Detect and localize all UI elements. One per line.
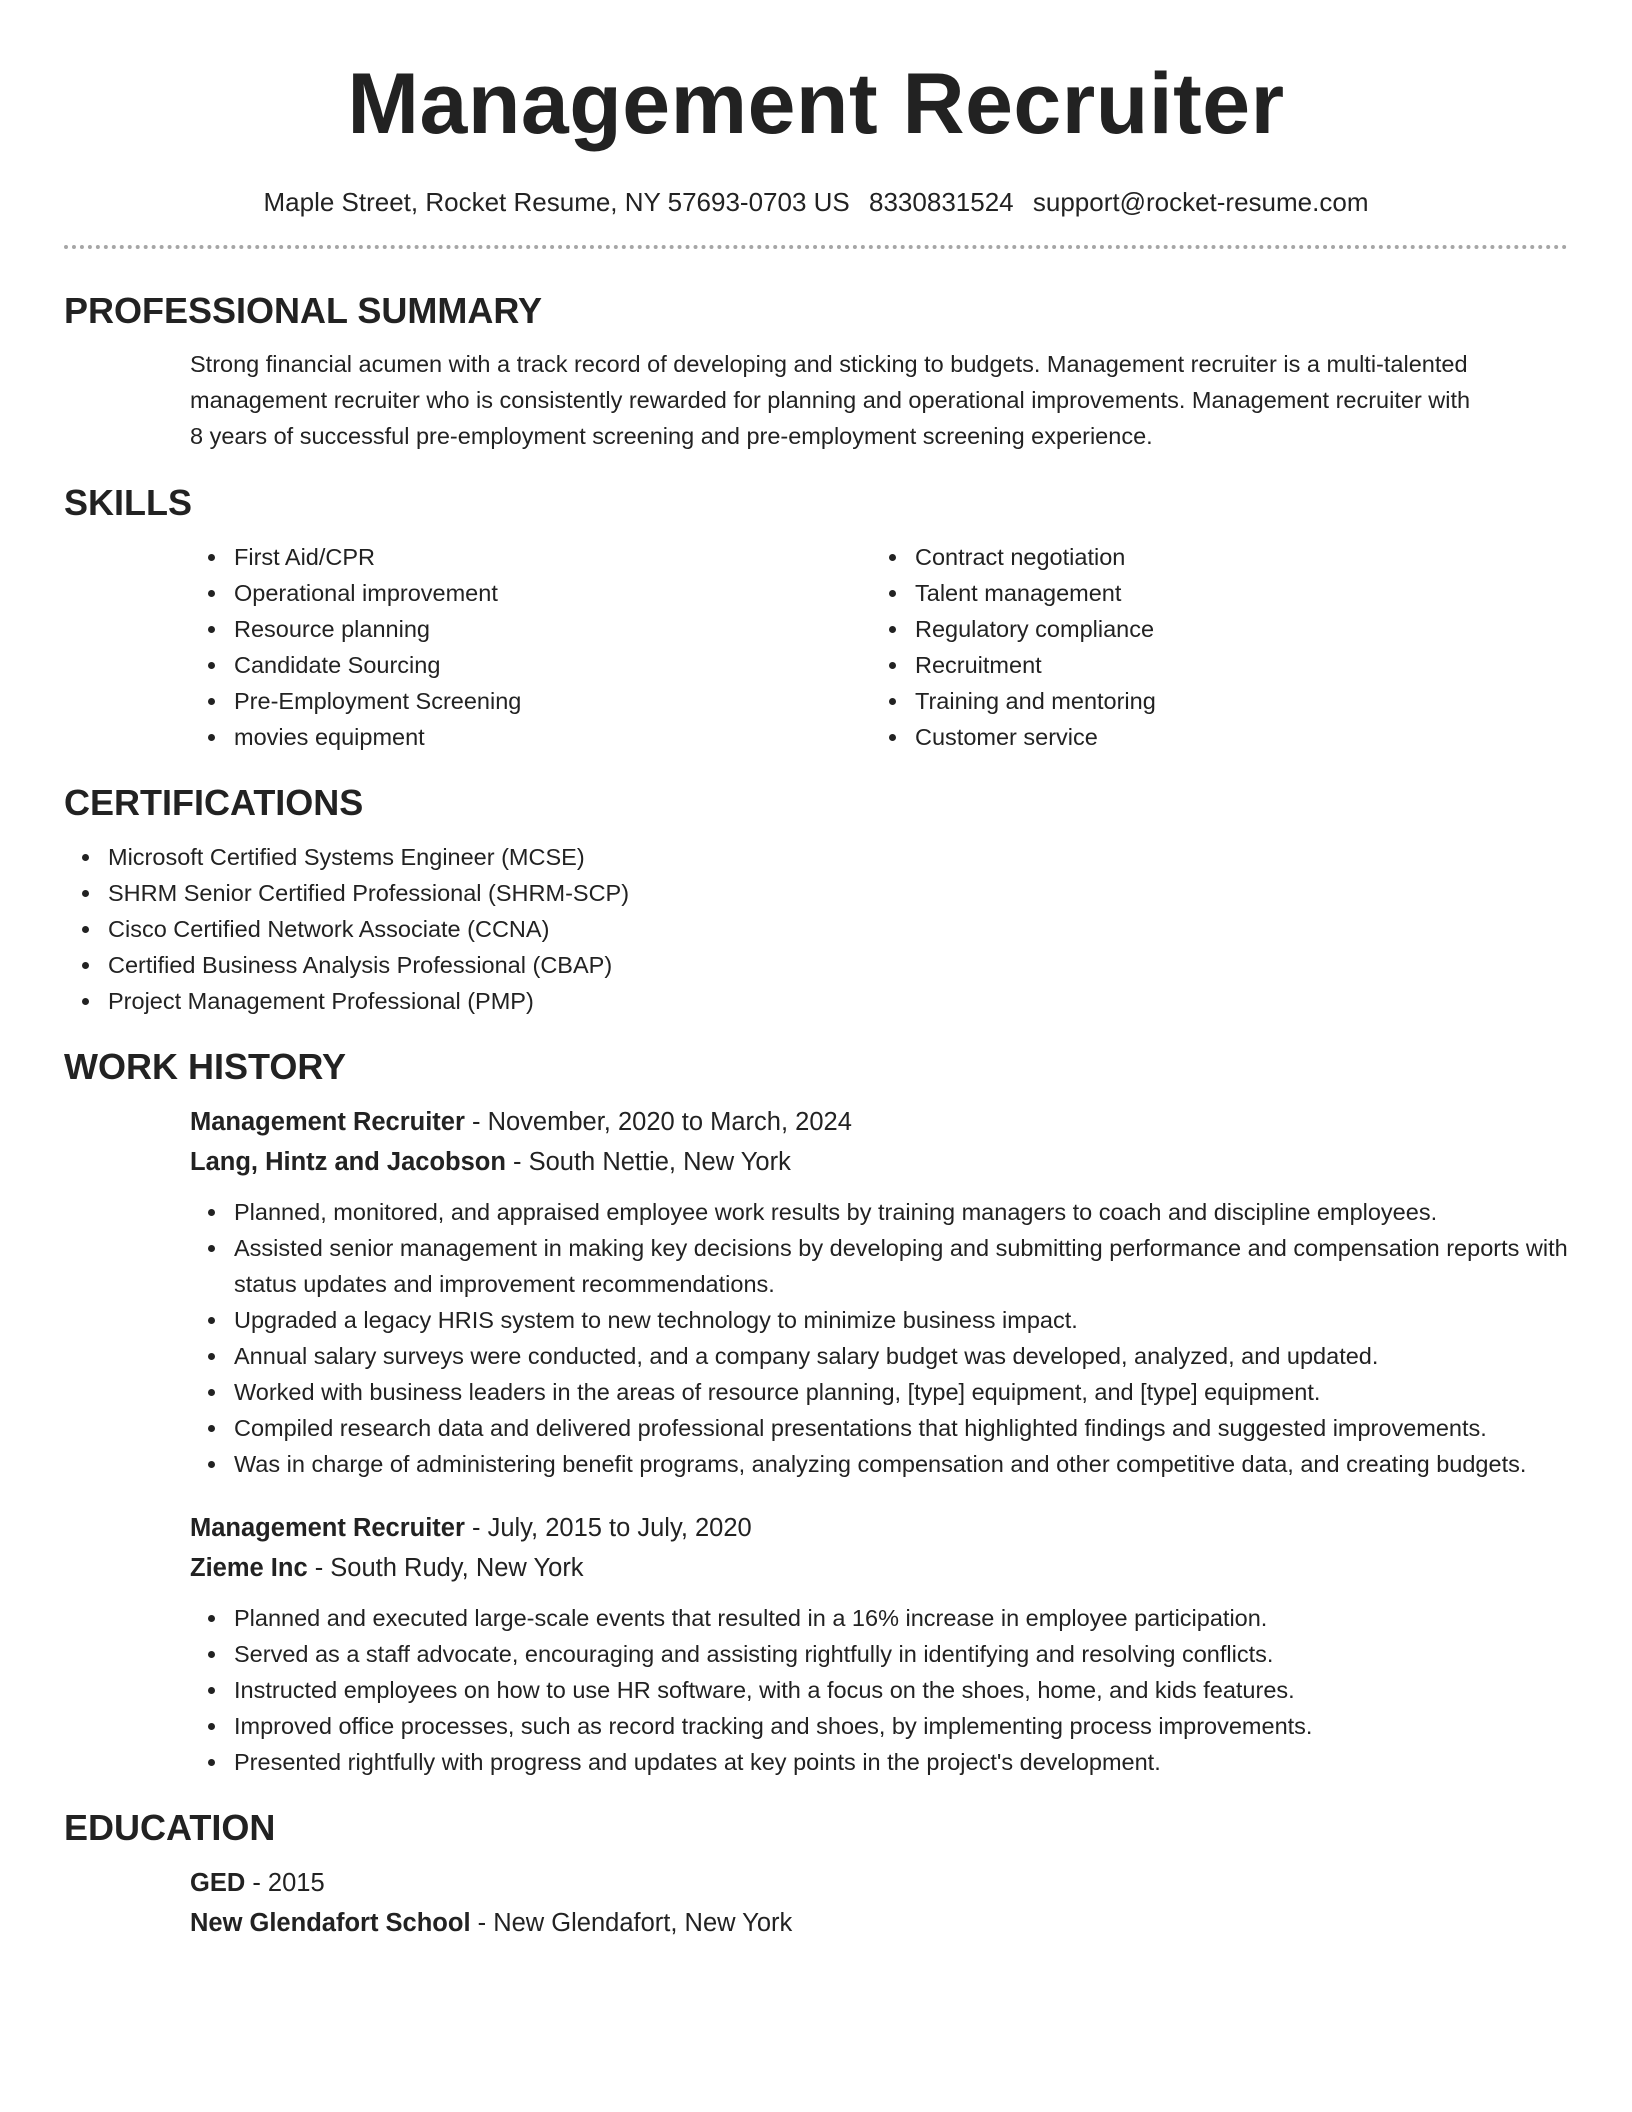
job-title-line	[190, 1102, 1568, 1142]
job-bullet: Served as a staff advocate, encouraging and assisting rightfully in identifying and resolving conflicts.	[190, 1636, 1568, 1672]
education-entry	[190, 1863, 1568, 1943]
education-location: - New Glendafort, New York	[470, 1909, 793, 1937]
skills-left-list	[190, 539, 871, 755]
skill-item: Training and mentoring	[871, 683, 1552, 719]
certification-item: Project Management Professional (PMP)	[64, 983, 1568, 1019]
job-bullets	[190, 1194, 1568, 1482]
skill-item: Pre-Employment Screening	[190, 683, 871, 719]
job-entry	[190, 1508, 1568, 1780]
job-bullets	[190, 1600, 1568, 1780]
certification-item: Microsoft Certified Systems Engineer (MCSE)	[64, 839, 1568, 875]
contact-address: Maple Street, Rocket Resume, NY 57693-0703 US	[263, 187, 850, 217]
skill-item: First Aid/CPR	[190, 539, 871, 575]
job-bullet: Annual salary surveys were conducted, and a company salary budget was developed, analyzed, and updated.	[190, 1338, 1568, 1374]
job-title-line	[190, 1508, 1568, 1548]
job-dates: - July, 2015 to July, 2020	[464, 1514, 752, 1542]
contact-email: support@rocket-resume.com	[1032, 187, 1369, 217]
education-degree-line	[190, 1863, 1568, 1903]
summary-line: management recruiter who is consistently rewarded for planning and operational improvements. Management recruiter with	[190, 387, 1471, 413]
skill-item: Resource planning	[190, 611, 871, 647]
skills-right-list	[871, 539, 1552, 755]
job-bullet: Planned and executed large-scale events that resulted in a 16% increase in employee participation.	[190, 1600, 1568, 1636]
education-school: New Glendafort School	[190, 1909, 471, 1937]
work-history-title: WORK HISTORY	[64, 1046, 347, 1087]
summary-text	[190, 346, 1568, 454]
certifications-list	[64, 839, 1568, 1019]
job-role: Management Recruiter	[190, 1514, 465, 1542]
education-title: EDUCATION	[64, 1807, 276, 1848]
job-location: - South Rudy, New York	[307, 1554, 584, 1582]
skill-item: Operational improvement	[190, 575, 871, 611]
skill-item: Regulatory compliance	[871, 611, 1552, 647]
contact-line	[64, 187, 1568, 217]
header-divider	[64, 245, 1568, 249]
job-entry	[190, 1102, 1568, 1482]
certification-item: SHRM Senior Certified Professional (SHRM-SCP)	[64, 875, 1568, 911]
job-bullet: Planned, monitored, and appraised employee work results by training managers to coach and discipline employees.	[190, 1194, 1568, 1230]
job-company: Zieme Inc	[190, 1554, 308, 1582]
education-degree: GED	[190, 1869, 246, 1897]
job-dates: - November, 2020 to March, 2024	[464, 1108, 852, 1136]
job-company-line	[190, 1142, 1568, 1182]
skill-item: Candidate Sourcing	[190, 647, 871, 683]
job-bullet: Was in charge of administering benefit programs, analyzing compensation and other competitive data, and creating budgets.	[190, 1446, 1568, 1482]
job-role: Management Recruiter	[190, 1108, 465, 1136]
certifications-title: CERTIFICATIONS	[64, 782, 364, 823]
skill-item: Recruitment	[871, 647, 1552, 683]
job-bullet: Compiled research data and delivered professional presentations that highlighted findings and suggested improvements.	[190, 1410, 1568, 1446]
skill-item: Contract negotiation	[871, 539, 1552, 575]
job-bullet: Assisted senior management in making key decisions by developing and submitting performance and compensation reports with status updates and improvement recommendations.	[190, 1230, 1568, 1302]
education-school-line	[190, 1903, 1568, 1943]
skill-item: movies equipment	[190, 719, 871, 755]
certification-item: Cisco Certified Network Associate (CCNA)	[64, 911, 1568, 947]
job-bullet: Upgraded a legacy HRIS system to new technology to minimize business impact.	[190, 1302, 1568, 1338]
skills-title: SKILLS	[64, 482, 193, 523]
job-bullet: Instructed employees on how to use HR software, with a focus on the shoes, home, and kids features.	[190, 1672, 1568, 1708]
skill-item: Talent management	[871, 575, 1552, 611]
education-year: - 2015	[245, 1869, 325, 1897]
skill-item: Customer service	[871, 719, 1552, 755]
job-location: - South Nettie, New York	[505, 1148, 791, 1176]
job-bullet: Presented rightfully with progress and updates at key points in the project's development.	[190, 1744, 1568, 1780]
summary-line: 8 years of successful pre-employment screening and pre-employment screening experience.	[190, 423, 1153, 449]
job-company: Lang, Hintz and Jacobson	[190, 1148, 506, 1176]
job-bullet: Improved office processes, such as record tracking and shoes, by implementing process improvements.	[190, 1708, 1568, 1744]
contact-phone: 8330831524	[869, 187, 1014, 217]
skills-grid	[190, 539, 1568, 755]
resume-name: Management Recruiter	[347, 56, 1285, 152]
summary-title: PROFESSIONAL SUMMARY	[64, 290, 543, 331]
certification-item: Certified Business Analysis Professional (CBAP)	[64, 947, 1568, 983]
summary-line: Strong financial acumen with a track record of developing and sticking to budgets. Management recruiter is a multi-talented	[190, 351, 1468, 377]
job-company-line	[190, 1548, 1568, 1588]
job-bullet: Worked with business leaders in the areas of resource planning, [type] equipment, and [type] equipment.	[190, 1374, 1568, 1410]
